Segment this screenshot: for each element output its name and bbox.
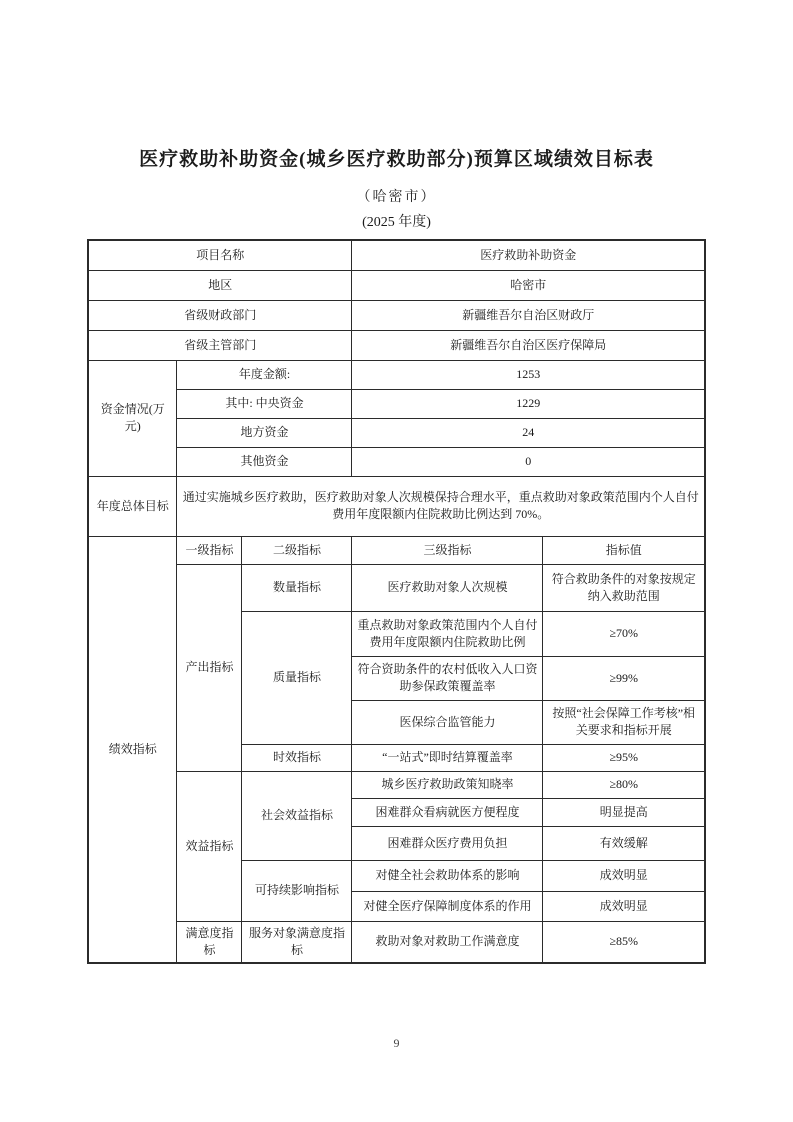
funding-label-local: 地方资金 xyxy=(177,418,352,447)
table-row xyxy=(88,476,705,536)
info-value-finance-dept: 新疆维吾尔自治区财政厅 xyxy=(352,300,705,330)
table-row xyxy=(88,360,705,389)
indicator-target: 按照“社会保障工作考核”相关要求和指标开展 xyxy=(543,700,705,744)
funding-value-local: 24 xyxy=(352,418,705,447)
table-row xyxy=(88,270,705,300)
level2-service-satisfaction: 服务对象满意度指标 xyxy=(242,921,352,963)
level2-quantity: 数量指标 xyxy=(242,564,352,611)
table-row xyxy=(88,921,705,963)
annual-goal-text: 通过实施城乡医疗救助，医疗救助对象人次规模保持合理水平，重点救助对象政策范围内个人自付费用年度限额内住院救助比例达到 70%。 xyxy=(177,476,705,536)
level1-satisfaction: 满意度指标 xyxy=(177,921,242,963)
level2-quality: 质量指标 xyxy=(242,611,352,744)
indicator-target: ≥80% xyxy=(543,771,705,798)
table-row xyxy=(88,240,705,270)
funding-label-annual: 年度金额: xyxy=(177,360,352,389)
page-title: 医疗救助补助资金(城乡医疗救助部分)预算区域绩效目标表 xyxy=(139,149,654,170)
header-level3: 三级指标 xyxy=(352,536,543,564)
level2-sustainability: 可持续影响指标 xyxy=(242,860,352,921)
funding-section-label: 资金情况(万元) xyxy=(88,360,177,476)
page-year-line: (2025 年度) xyxy=(362,215,431,230)
table-row xyxy=(88,300,705,330)
table-row xyxy=(88,447,705,476)
indicator-name: 对健全医疗保障制度体系的作用 xyxy=(352,891,543,921)
indicator-name: 医疗救助对象人次规模 xyxy=(352,564,543,611)
info-value-admin-dept: 新疆维吾尔自治区医疗保障局 xyxy=(352,330,705,360)
indicator-target: ≥70% xyxy=(543,611,705,656)
info-value-project-name: 医疗救助补助资金 xyxy=(352,240,705,270)
indicator-target: 成效明显 xyxy=(543,860,705,891)
page-number: 9 xyxy=(393,1036,400,1050)
performance-section-label: 绩效指标 xyxy=(88,536,177,963)
table-row xyxy=(88,389,705,418)
funding-value-other: 0 xyxy=(352,447,705,476)
page-subtitle-region: （哈密市） xyxy=(356,190,437,205)
table-row xyxy=(88,418,705,447)
indicator-name: 城乡医疗救助政策知晓率 xyxy=(352,771,543,798)
indicator-name: 救助对象对救助工作满意度 xyxy=(352,921,543,963)
level1-output: 产出指标 xyxy=(177,564,242,771)
info-label-region: 地区 xyxy=(88,270,352,300)
indicator-name: 困难群众医疗费用负担 xyxy=(352,826,543,860)
header-value: 指标值 xyxy=(543,536,705,564)
indicator-name: 对健全社会救助体系的影响 xyxy=(352,860,543,891)
table-row xyxy=(88,330,705,360)
funding-label-central: 其中: 中央资金 xyxy=(177,389,352,418)
header-level2: 二级指标 xyxy=(242,536,352,564)
info-label-admin-dept: 省级主管部门 xyxy=(88,330,352,360)
table-row xyxy=(88,771,705,798)
indicator-name: 符合资助条件的农村低收入人口资助参保政策覆盖率 xyxy=(352,656,543,700)
indicator-name: 重点救助对象政策范围内个人自付费用年度限额内住院救助比例 xyxy=(352,611,543,656)
indicator-target: ≥99% xyxy=(543,656,705,700)
indicator-name: “一站式”即时结算覆盖率 xyxy=(352,744,543,771)
funding-value-annual: 1253 xyxy=(352,360,705,389)
funding-value-central: 1229 xyxy=(352,389,705,418)
indicator-name: 医保综合监管能力 xyxy=(352,700,543,744)
level2-timeliness: 时效指标 xyxy=(242,744,352,771)
indicator-target: ≥95% xyxy=(543,744,705,771)
indicator-target: 成效明显 xyxy=(543,891,705,921)
info-value-region: 哈密市 xyxy=(352,270,705,300)
indicator-target: 符合救助条件的对象按规定纳入救助范围 xyxy=(543,564,705,611)
table-row xyxy=(88,536,705,564)
funding-label-other: 其他资金 xyxy=(177,447,352,476)
info-label-finance-dept: 省级财政部门 xyxy=(88,300,352,330)
indicator-target: ≥85% xyxy=(543,921,705,963)
level1-benefit: 效益指标 xyxy=(177,771,242,921)
level2-social-benefit: 社会效益指标 xyxy=(242,771,352,860)
info-label-project-name: 项目名称 xyxy=(88,240,352,270)
header-level1: 一级指标 xyxy=(177,536,242,564)
table-row xyxy=(88,564,705,611)
indicator-target: 明显提高 xyxy=(543,798,705,826)
budget-performance-table xyxy=(87,239,706,964)
annual-goal-label: 年度总体目标 xyxy=(88,476,177,536)
indicator-name: 困难群众看病就医方便程度 xyxy=(352,798,543,826)
indicator-target: 有效缓解 xyxy=(543,826,705,860)
